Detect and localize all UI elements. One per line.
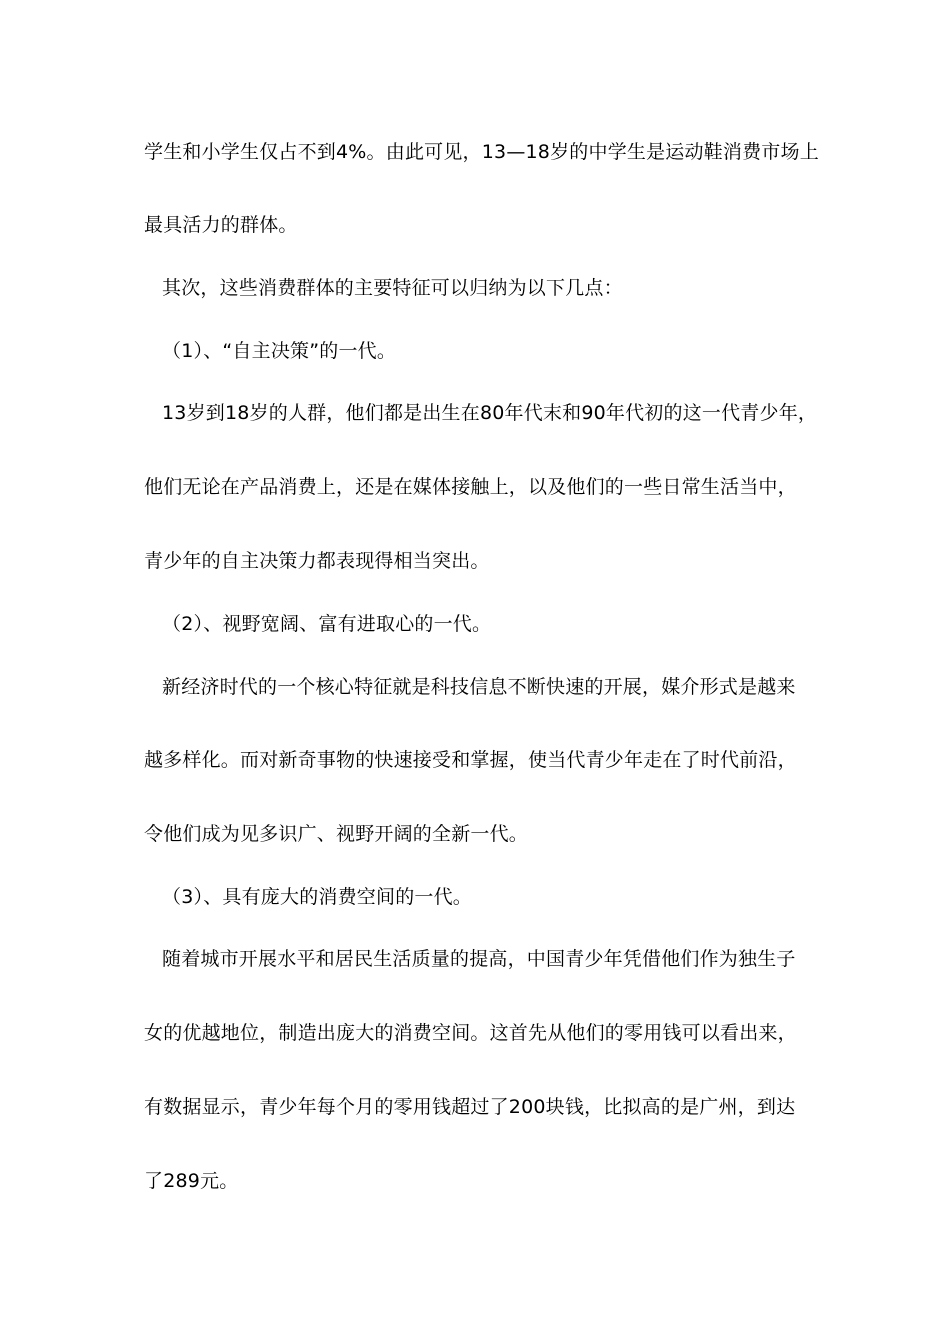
text-line-7: 青少年的自主决策力都表现得相当突出。 xyxy=(144,550,490,572)
text-line-16: 了289元。 xyxy=(144,1170,239,1192)
text-line-13: 随着城市开展水平和居民生活质量的提高，中国青少年凭借他们作为独生子 xyxy=(162,948,796,970)
text-line-10: 越多样化。而对新奇事物的快速接受和掌握，使当代青少年走在了时代前沿， xyxy=(144,749,797,771)
text-line-9: 新经济时代的一个核心特征就是科技信息不断快速的开展，媒介形式是越来 xyxy=(162,676,796,698)
text-line-3: 其次，这些消费群体的主要特征可以归纳为以下几点： xyxy=(162,277,623,299)
text-line-1: 学生和小学生仅占不到4%。由此可见，13—18岁的中学生是运动鞋消费市场上 xyxy=(144,141,819,163)
text-line-11: 令他们成为见多识广、视野开阔的全新一代。 xyxy=(144,823,529,845)
section-heading-3: （3）、具有庞大的消费空间的一代。 xyxy=(162,886,472,908)
text-line-5: 13岁到18岁的人群，他们都是出生在80年代末和90年代初的这一代青少年， xyxy=(162,402,818,424)
text-line-14: 女的优越地位，制造出庞大的消费空间。这首先从他们的零用钱可以看出来， xyxy=(144,1022,797,1044)
text-line-15: 有数据显示，青少年每个月的零用钱超过了200块钱，比拟高的是广州，到达 xyxy=(144,1096,796,1118)
section-heading-2: （2）、视野宽阔、富有进取心的一代。 xyxy=(162,613,492,635)
text-line-6: 他们无论在产品消费上，还是在媒体接触上，以及他们的一些日常生活当中， xyxy=(144,476,797,498)
section-heading-1: （1）、“自主决策”的一代。 xyxy=(162,340,397,362)
text-line-2: 最具活力的群体。 xyxy=(144,214,298,236)
